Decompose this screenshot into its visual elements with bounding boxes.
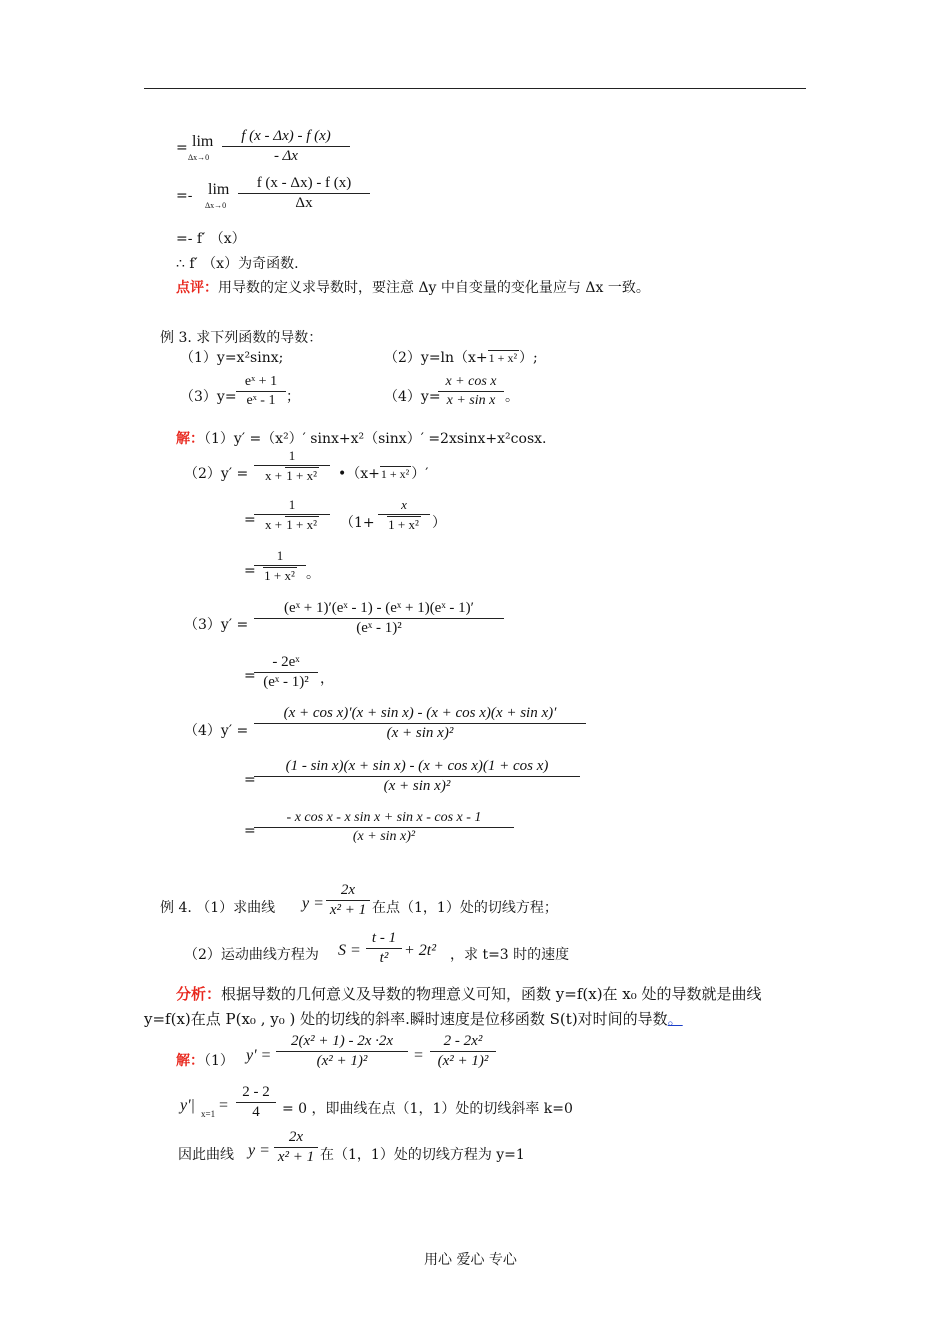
fraction-numerator: (1 - sin x)(x + sin x) - (x + cos x)(1 + cos x)	[285, 758, 549, 774]
example-4-q1-prefix: 例 4. （1）求曲线	[160, 900, 276, 916]
solution-part: （1）	[204, 1053, 234, 1069]
fraction-numerator: (eˣ + 1)′(eˣ - 1) - (eˣ + 1)(eˣ - 1)′	[284, 600, 474, 616]
problem-4-suffix: 。	[505, 389, 519, 405]
ex4-solution-prefix	[176, 1050, 234, 1070]
analysis-end-mark: 。	[667, 1010, 683, 1028]
s2-subscript: x=1	[201, 1109, 216, 1119]
fraction-denominator: x² + 1	[329, 902, 367, 918]
solution-2b-fraction	[254, 497, 330, 533]
solution-3b-suffix: ，	[320, 671, 334, 687]
analysis-line-2	[144, 1008, 683, 1029]
eq-sign: =	[244, 563, 256, 579]
problem-1: （1）y=x²sinx;	[180, 350, 284, 366]
solution-4c-fraction	[254, 810, 514, 845]
solution-3-prefix: （3）y′ =	[184, 617, 249, 633]
fraction-denominator: x² + 1	[277, 1149, 315, 1165]
fraction-denominator: eˣ - 1	[246, 393, 276, 408]
example-3-title: 例 3. 求下列函数的导数：	[160, 330, 323, 346]
fraction-denominator: x + sin x	[446, 393, 496, 408]
problem-2	[384, 347, 538, 367]
fraction-numerator: 1	[288, 448, 296, 463]
eq-sign: =	[244, 772, 256, 788]
analysis-line-1	[176, 983, 762, 1004]
fraction-denominator: Δx	[295, 195, 313, 211]
s3-y: y =	[248, 1142, 270, 1159]
q1-fraction	[326, 882, 370, 919]
fraction-numerator: x + cos x	[445, 374, 497, 389]
eq-sign: =	[219, 1097, 229, 1114]
fraction-denominator	[254, 516, 330, 533]
header-rule	[144, 88, 806, 89]
problem-3-suffix: ；	[286, 389, 300, 405]
denominator-term: x +	[264, 468, 286, 483]
analysis-label: 分析：	[176, 985, 222, 1003]
ex4-s3-fraction	[274, 1129, 318, 1166]
fraction-numerator: eˣ + 1	[244, 374, 278, 389]
problem-2-suffix: ）;	[519, 350, 538, 366]
fraction-denominator: 4	[252, 1104, 260, 1120]
solution-4b-fraction	[254, 758, 580, 795]
fraction-numerator: 2 - 2x²	[443, 1033, 483, 1049]
eq-sign: =	[244, 512, 256, 528]
eq-sign: =	[244, 668, 256, 684]
denominator-term: x +	[264, 517, 286, 532]
fraction-numerator: 1	[276, 548, 284, 563]
fraction-denominator	[254, 467, 330, 484]
sqrt-radical: 1 + x²	[264, 568, 295, 583]
fraction-numerator: 2 - 2	[242, 1084, 270, 1100]
comment-text: 用导数的定义求导数时，要注意 Δy 中自变量的变化量应与 Δx 一致。	[218, 280, 650, 296]
page-footer: 用心 爱心 专心	[424, 1252, 517, 1268]
fraction-numerator: - x cos x - x sin x + sin x - cos x - 1	[286, 810, 482, 825]
sqrt-radical: 1 + x²	[286, 468, 318, 483]
s3-prefix: 因此曲线	[178, 1147, 234, 1163]
ex4-s1b-fraction	[430, 1033, 496, 1070]
derivation-line: =- f′ （x）	[176, 231, 246, 247]
q2-suffix: ，求 t=3 时的速度	[450, 947, 570, 963]
problem-2-prefix: （2）y=ln（x+	[384, 350, 488, 366]
fraction-denominator: (x + sin x)²	[386, 725, 454, 741]
sqrt-radical: 1 + x²	[488, 351, 518, 365]
problem-4-fraction	[438, 374, 504, 409]
comment	[176, 277, 650, 297]
fraction-denominator: (x² + 1)²	[437, 1053, 489, 1069]
solution-label: 解：	[176, 431, 204, 447]
fraction-numerator: f (x - Δx) - f (x)	[256, 175, 352, 191]
solution-2b-inner-fraction	[378, 497, 430, 533]
fraction-numerator: (x + cos x)′(x + sin x) - (x + cos x)(x + sin x)′	[283, 705, 557, 721]
fraction-denominator: t²	[379, 950, 389, 966]
lim-operator: lim	[192, 133, 214, 150]
solution-2c-suffix: 。	[306, 566, 320, 582]
fraction-denominator: (eˣ - 1)²	[263, 674, 309, 690]
eq-sign: =	[414, 1047, 424, 1064]
fraction-2	[238, 175, 370, 212]
sqrt-radical: 1 + x²	[380, 467, 410, 481]
example-4-q2-prefix: （2）运动曲线方程为	[184, 947, 319, 963]
fraction-denominator: (eˣ - 1)²	[356, 620, 402, 636]
fraction-denominator	[254, 567, 306, 584]
fraction-numerator: x	[401, 497, 407, 512]
solution-2b-middle: （1+	[340, 515, 375, 531]
s2-suffix: = 0 ，即曲线在点（1，1）处的切线斜率 k=0	[282, 1101, 573, 1117]
problem-4-prefix: （4）y=	[384, 389, 441, 405]
solution-2-middle-suffix: ）′	[411, 466, 429, 482]
problem-3-prefix: （3）y=	[180, 389, 237, 405]
q2-tail: + 2t²	[404, 942, 437, 959]
q1-suffix: 在点（1，1）处的切线方程；	[372, 900, 558, 916]
solution-4-prefix: （4）y′ =	[184, 723, 249, 739]
solution-3b-fraction	[254, 654, 318, 691]
fraction-numerator: 2x	[340, 882, 356, 898]
solution-label: 解：	[176, 1053, 204, 1069]
fraction-numerator: 1	[288, 497, 296, 512]
fraction-denominator: (x + sin x)²	[383, 778, 451, 794]
ex4-s2-fraction	[236, 1084, 276, 1121]
analysis-text-2: y=f(x)在点 P(x₀ , y₀ ) 处的切线的斜率.瞬时速度是位移函数 S(t)对时间的导数	[144, 1010, 668, 1028]
lim-subscript: Δx→0	[205, 201, 227, 210]
eq-sign: =	[176, 140, 188, 156]
fraction-numerator: - 2eˣ	[272, 654, 300, 670]
comment-label: 点评：	[176, 280, 218, 296]
solution-1	[176, 428, 546, 448]
eq-sign: =-	[176, 188, 193, 204]
solution-2b-suffix: ）	[432, 515, 446, 531]
sqrt-radical: 1 + x²	[286, 517, 318, 532]
s1-yprime: y' =	[246, 1047, 272, 1064]
fraction-denominator	[378, 516, 430, 533]
lim-subscript: Δx→0	[188, 153, 210, 162]
fraction-numerator: t - 1	[371, 930, 397, 946]
solution-2-prefix: （2）y′ =	[184, 466, 249, 482]
ex4-s1-fraction	[276, 1033, 408, 1070]
analysis-text-1: 根据导数的几何意义及导数的物理意义可知，函数 y=f(x)在 x₀ 处的导数就是曲线	[221, 985, 762, 1003]
lim-operator: lim	[208, 181, 230, 198]
solution-2-fraction	[254, 448, 330, 484]
fraction-numerator: 2x	[288, 1129, 304, 1145]
q2-fraction	[366, 930, 402, 967]
conclusion-line: ∴ f′ （x）为奇函数.	[176, 256, 299, 272]
solution-2c-fraction	[254, 548, 306, 584]
fraction-numerator: f (x - Δx) - f (x)	[241, 128, 331, 144]
solution-2-middle	[338, 463, 428, 483]
q1-y: y =	[302, 895, 324, 912]
s3-suffix: 在（1，1）处的切线方程为 y=1	[320, 1147, 525, 1163]
solution-4-fraction	[254, 705, 586, 742]
fraction-numerator: 2(x² + 1) - 2x ·2x	[290, 1033, 394, 1049]
solution-3-fraction	[254, 600, 504, 637]
eq-sign: =	[244, 823, 256, 839]
solution-2-middle-text: •（x+	[338, 466, 380, 482]
fraction-denominator: (x² + 1)²	[316, 1053, 368, 1069]
fraction-denominator: - Δx	[274, 148, 298, 164]
fraction-1	[222, 128, 350, 165]
fraction-denominator: (x + sin x)²	[352, 829, 416, 844]
sqrt-radical: 1 + x²	[388, 517, 419, 532]
s2-yprime: y'|	[180, 1097, 195, 1114]
problem-3-fraction	[236, 374, 286, 409]
q2-S: S =	[338, 942, 361, 959]
solution-1-text: （1）y′ =（x²）′ sinx+x²（sinx）′ =2xsinx+x²cosx.	[204, 431, 547, 447]
